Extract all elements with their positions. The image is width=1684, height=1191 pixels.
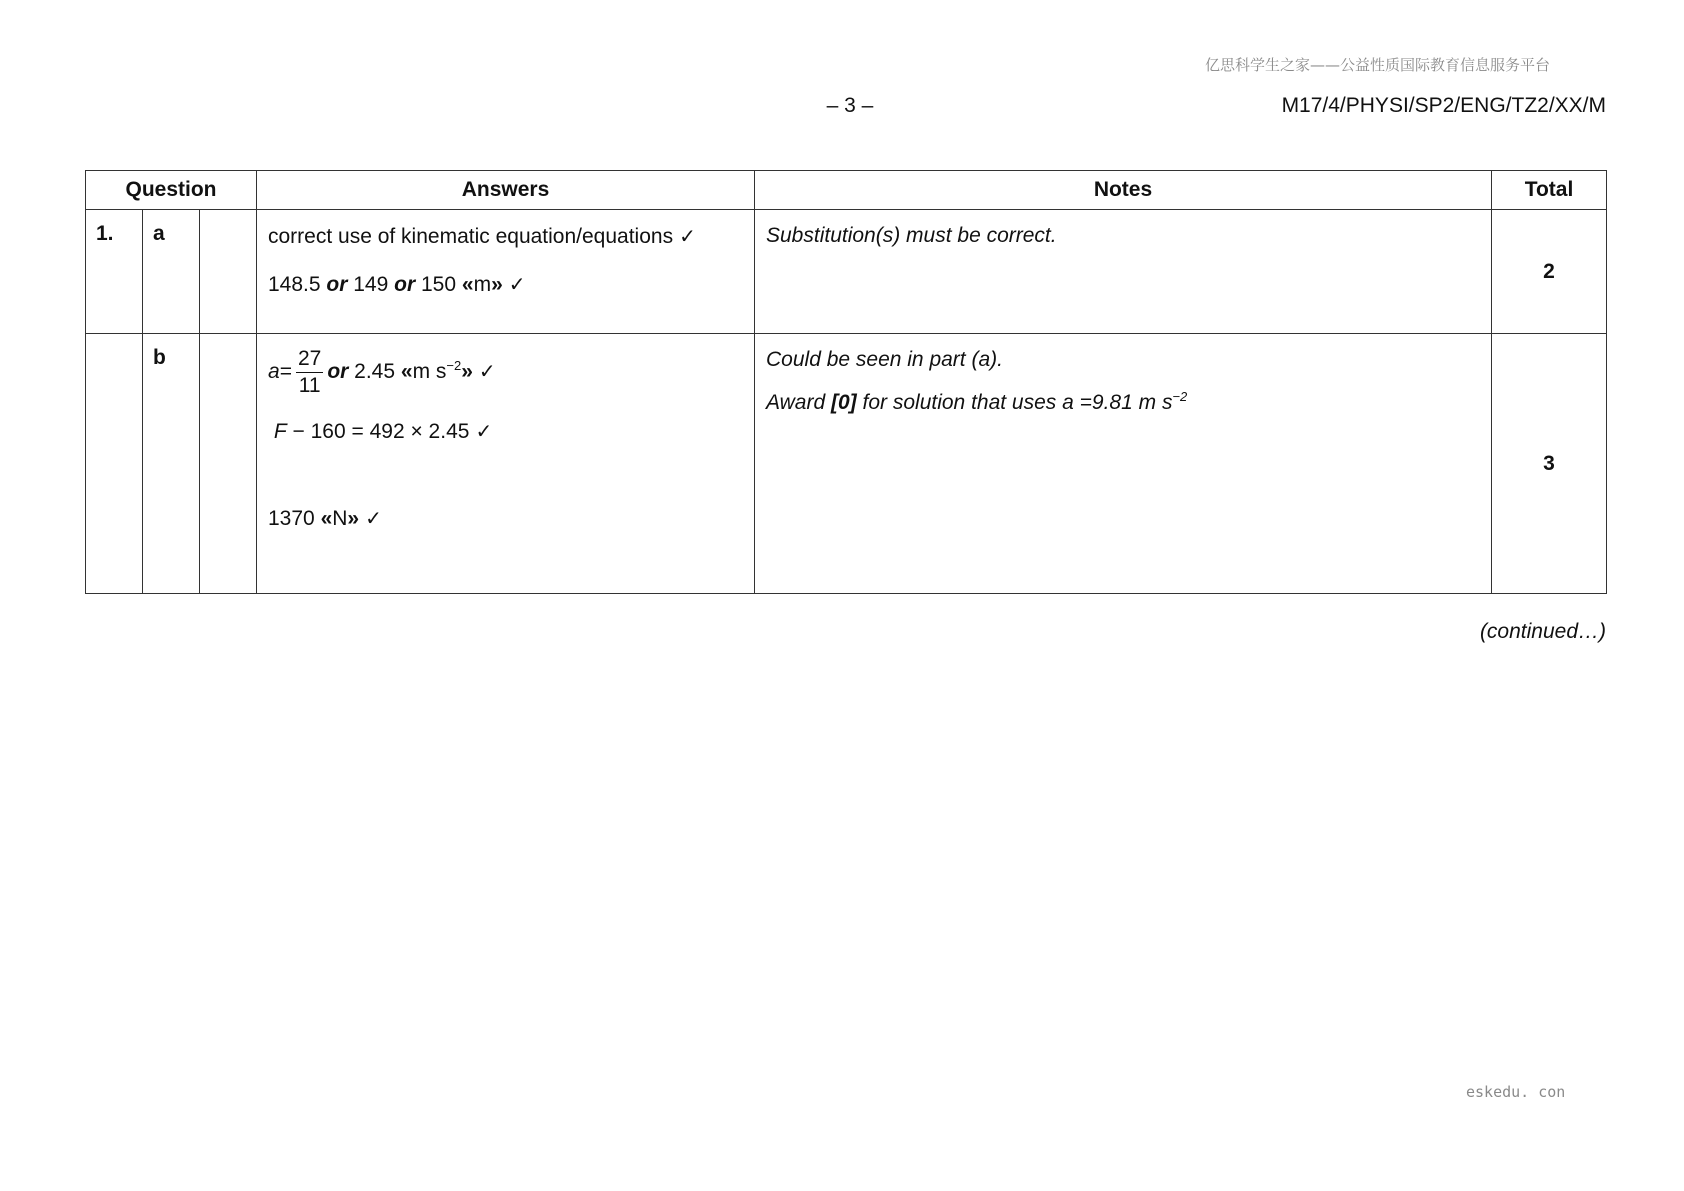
note-text: Could be seen in part (a). — [766, 348, 1003, 371]
header-question: Question — [86, 171, 257, 210]
table-row — [86, 334, 1607, 594]
answer-line — [268, 222, 744, 251]
table-header-row — [86, 171, 1607, 210]
variable-a: a — [268, 360, 280, 384]
equation-text: − 160 = 492 × 2.45 — [292, 420, 470, 443]
fraction-denominator: 11 — [298, 374, 321, 397]
or-word: or — [327, 360, 349, 384]
question-subpart — [200, 210, 257, 334]
header-notes: Notes — [755, 171, 1492, 210]
unit-exponent: −2 — [446, 358, 462, 374]
guillemet-close: » — [461, 360, 473, 384]
answer-line — [268, 346, 744, 399]
note-text: for solution that uses a =9.81 m s — [862, 391, 1173, 414]
total-marks: 2 — [1492, 210, 1607, 334]
answer-value: 150 — [420, 273, 457, 296]
notes-cell — [755, 210, 1492, 334]
fraction — [296, 346, 323, 399]
answer-unit: N — [332, 507, 348, 530]
guillemet-open: « — [461, 273, 474, 296]
fraction-numerator: 27 — [296, 346, 323, 373]
answer-value: 149 — [353, 273, 389, 296]
question-part: a — [143, 210, 200, 334]
question-number: 1. — [86, 210, 143, 334]
tick-icon: ✓ — [508, 272, 526, 296]
tick-icon: ✓ — [475, 419, 493, 443]
guillemet-open: « — [400, 360, 413, 384]
guillemet-open: « — [320, 507, 333, 530]
markscheme-table — [85, 170, 1607, 594]
answer-unit: m — [473, 273, 492, 296]
answer-text: correct use of kinematic equation/equations — [268, 225, 674, 248]
answer-line — [268, 417, 744, 446]
question-number — [86, 334, 143, 594]
header-total: Total — [1492, 171, 1607, 210]
unit-exponent: −2 — [1172, 389, 1188, 404]
equals-sign: = — [279, 360, 292, 384]
note-mark-award: [0] — [831, 391, 857, 414]
header-answers: Answers — [257, 171, 755, 210]
note-text: Substitution(s) must be correct. — [766, 224, 1057, 247]
variable-F: F — [273, 420, 287, 443]
answers-cell — [257, 334, 755, 594]
note-text: Award — [766, 391, 826, 414]
guillemet-close: » — [491, 273, 503, 296]
page-number: – 3 – — [826, 94, 874, 117]
tick-icon: ✓ — [478, 359, 496, 384]
total-marks: 3 — [1492, 334, 1607, 594]
guillemet-close: » — [347, 507, 360, 530]
or-word: or — [394, 273, 416, 296]
tick-icon: ✓ — [365, 506, 382, 530]
question-part: b — [143, 334, 200, 594]
table-row — [86, 210, 1607, 334]
watermark-top: 亿思科学生之家——公益性质国际教育信息服务平台 — [1204, 56, 1550, 74]
tick-icon: ✓ — [679, 224, 696, 248]
note-line — [766, 383, 1481, 417]
watermark-bottom: eskedu. con — [1466, 1083, 1566, 1101]
notes-cell — [755, 334, 1492, 594]
answer-unit: m s — [412, 360, 447, 384]
answer-value: 1370 — [268, 507, 315, 530]
question-subpart — [200, 334, 257, 594]
or-word: or — [326, 273, 348, 296]
answer-line — [268, 270, 744, 299]
answers-cell — [257, 210, 755, 334]
answer-value: 148.5 — [268, 273, 321, 296]
answer-value: 2.45 — [354, 360, 396, 384]
document-code: M17/4/PHYSI/SP2/ENG/TZ2/XX/M — [1281, 94, 1606, 117]
continued-label: (continued…) — [1479, 620, 1606, 643]
answer-line — [268, 504, 744, 533]
